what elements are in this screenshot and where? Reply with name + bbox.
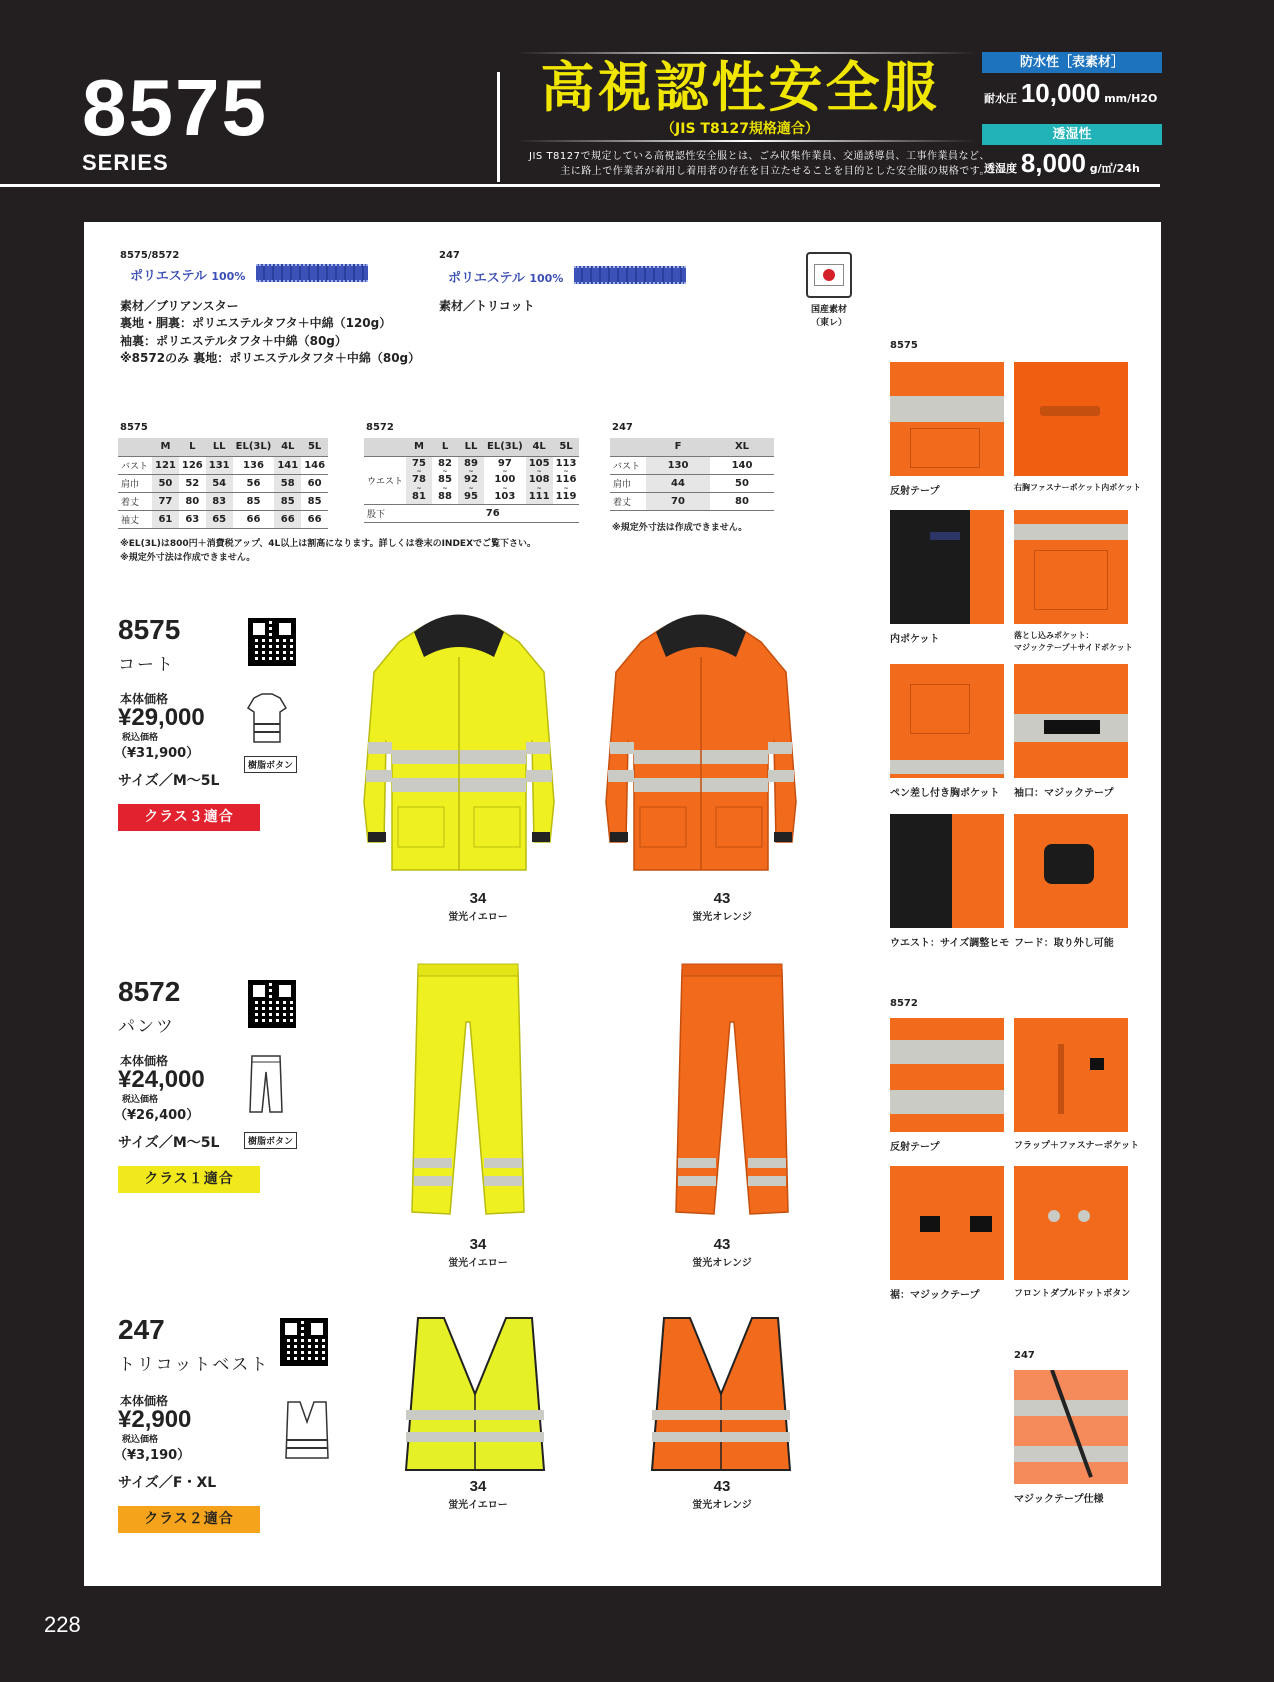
detail-caption: 内ポケット xyxy=(890,634,940,645)
table-header-cell: L xyxy=(179,438,206,456)
product-name: コート xyxy=(118,655,175,675)
waterproof-unit: mm/H2O xyxy=(1104,92,1158,105)
table-cell: 130 xyxy=(646,456,710,474)
size-range: サイズ／M〜5L xyxy=(118,773,220,789)
detail-photo-cuff xyxy=(1014,664,1128,778)
color-code: 43 xyxy=(713,1478,731,1495)
table-cell: ウエスト xyxy=(364,456,406,505)
table-value: 119 xyxy=(555,490,577,502)
price-label: 本体価格 xyxy=(120,692,169,706)
table-cell: 66 xyxy=(274,510,301,528)
table-value: 88 xyxy=(438,490,452,502)
table-cell xyxy=(458,456,484,505)
table-header-row xyxy=(118,438,328,456)
table-row xyxy=(610,456,774,474)
table-cell: 121 xyxy=(152,456,179,474)
table-header-cell: LL xyxy=(206,438,233,456)
jis-label: （JIS T8127規格適合） xyxy=(661,121,819,137)
table-cell: 126 xyxy=(179,456,206,474)
qr-code-icon[interactable] xyxy=(248,980,296,1028)
table-header-cell: F xyxy=(646,438,710,456)
detail-photo-reflective xyxy=(890,362,1004,476)
color-name: 蛍光イエロー xyxy=(448,912,508,923)
table-cell: バスト xyxy=(118,456,152,474)
color-code: 34 xyxy=(469,890,487,907)
coat-orange-image xyxy=(596,602,806,882)
table-cell: 85 xyxy=(274,492,301,510)
table-value: 89 xyxy=(464,457,478,469)
color-name: 蛍光イエロー xyxy=(448,1500,508,1511)
detail-photo-front-buttons xyxy=(1014,1166,1128,1280)
table-value: 116 xyxy=(555,474,577,485)
jis-description xyxy=(500,150,990,179)
table-header-cell: 5L xyxy=(553,438,580,456)
table-row xyxy=(610,474,774,492)
table-header-cell xyxy=(364,438,406,456)
table-value: 111 xyxy=(528,490,550,502)
table-header-cell: 5L xyxy=(301,438,328,456)
fabric-name: ポリエステル xyxy=(448,271,525,286)
fabric-label-left xyxy=(130,265,245,284)
size-note-1: ※EL(3L)は800円＋消費税アップ、4L以上は割高になります。詳しくは巻末のINDEXでご覧下さい。 xyxy=(120,539,537,549)
table-header-row xyxy=(364,438,579,456)
waterproof-label: 耐水圧 xyxy=(984,92,1017,105)
table-cell: 141 xyxy=(274,456,301,474)
table-cell: 140 xyxy=(710,456,774,474)
range-tilde: ~ xyxy=(416,484,422,492)
size-range: サイズ／M〜5L xyxy=(118,1135,220,1151)
detail-caption: フラップ＋ファスナーポケット xyxy=(1014,1141,1140,1151)
range-tilde: ~ xyxy=(502,484,508,492)
table-cell: 85 xyxy=(301,492,328,510)
tax-label: 税込価格 xyxy=(122,733,159,743)
table-cell: 60 xyxy=(301,474,328,492)
fabric-bar-right xyxy=(574,266,686,284)
table-cell: 56 xyxy=(233,474,275,492)
table-cell: 66 xyxy=(233,510,275,528)
fabric-label-right xyxy=(448,267,563,286)
domestic-line-2: （東レ） xyxy=(810,318,847,328)
waterproof-value-row xyxy=(984,78,1157,109)
table-cell: 股下 xyxy=(364,505,406,523)
main-title: 高視認性安全服 xyxy=(540,56,940,119)
material-details-right: 素材／トリコット xyxy=(439,299,535,313)
table-header-cell: XL xyxy=(710,438,774,456)
table-cell: 50 xyxy=(710,474,774,492)
table-value: 78 xyxy=(412,474,426,485)
detail-group-8572: 8572 xyxy=(890,998,918,1009)
table-cell: 80 xyxy=(710,492,774,510)
table-value: 100 xyxy=(494,474,516,485)
color-name: 蛍光オレンジ xyxy=(692,912,752,923)
breathability-label: 透湿度 xyxy=(984,162,1017,175)
price: ¥2,900 xyxy=(118,1406,192,1433)
material-line: 素材／ブリアンスター xyxy=(120,299,239,313)
color-code: 34 xyxy=(469,1478,487,1495)
table-value: 81 xyxy=(412,490,426,502)
detail-photo-waist-cord xyxy=(890,814,1004,928)
table-header-cell: 4L xyxy=(274,438,301,456)
price-label: 本体価格 xyxy=(120,1054,169,1068)
tax-price: （¥26,400） xyxy=(114,1108,200,1123)
material-details-left xyxy=(120,298,420,368)
size-note-2: ※規定外寸法は作成できません。 xyxy=(120,553,256,563)
domestic-material-label xyxy=(796,302,862,328)
domestic-line-1: 国産素材 xyxy=(810,305,847,315)
tax-label: 税込価格 xyxy=(122,1095,159,1105)
material-codes-left: 8575/8572 xyxy=(120,250,180,261)
range-tilde: ~ xyxy=(416,468,422,475)
pants-orange-image xyxy=(674,962,790,1232)
class-badge: クラス１適合 xyxy=(118,1166,260,1193)
range-tilde: ~ xyxy=(563,484,569,492)
product-name: パンツ xyxy=(118,1017,175,1037)
detail-group-8575: 8575 xyxy=(890,340,918,351)
catalog-panel xyxy=(84,222,1161,1586)
product-code: 247 xyxy=(118,1314,165,1345)
table-cell xyxy=(432,456,458,505)
series-number: 8575 xyxy=(82,63,268,152)
jis-desc-line-2: 主に路上で作業者が着用し着用者の存在を目立たせることを目的とした安全服の規格です。 xyxy=(560,165,990,177)
vest-sketch-icon xyxy=(284,1398,330,1462)
waterproof-value: 10,000 xyxy=(1020,78,1101,108)
table-value: 75 xyxy=(412,457,426,469)
table-row xyxy=(610,492,774,510)
table-value: 103 xyxy=(494,490,516,502)
table-cell: 131 xyxy=(206,456,233,474)
pants-yellow-image xyxy=(410,962,526,1232)
table-cell: 44 xyxy=(646,474,710,492)
product-name: トリコットベスト xyxy=(118,1355,270,1375)
detail-photo-hood xyxy=(1014,814,1128,928)
detail-caption: 落とし込みポケット： xyxy=(1014,631,1094,640)
resin-button-tag: 樹脂ボタン xyxy=(244,1132,297,1149)
table-value: 108 xyxy=(528,474,550,485)
table-cell: 58 xyxy=(274,474,301,492)
range-tilde: ~ xyxy=(442,468,448,475)
class-badge: クラス２適合 xyxy=(118,1506,260,1533)
size-range: サイズ／F・XL xyxy=(118,1475,217,1491)
table-header-cell: L xyxy=(432,438,458,456)
title-rule-bottom xyxy=(516,140,976,142)
detail-caption: マジックテープ＋サイドポケット xyxy=(1014,643,1133,652)
vest-orange-image xyxy=(650,1314,792,1474)
range-tilde: ~ xyxy=(502,468,508,475)
material-line: ※8572のみ 裏地：ポリエステルタフタ＋中綿（80g） xyxy=(120,351,421,366)
fabric-name: ポリエステル xyxy=(130,269,207,284)
detail-caption: フロントダブルドットボタン xyxy=(1014,1289,1131,1299)
range-tilde: ~ xyxy=(536,468,542,475)
size-table-8572 xyxy=(364,438,579,523)
title-rule-top xyxy=(516,52,976,54)
class-badge: クラス３適合 xyxy=(118,804,260,831)
table-cell: 54 xyxy=(206,474,233,492)
table-header-cell: LL xyxy=(458,438,484,456)
fabric-pct: 100% xyxy=(529,272,564,285)
table-cell: 65 xyxy=(206,510,233,528)
table-value: 85 xyxy=(438,474,452,485)
detail-photo-reflective-pants xyxy=(890,1018,1004,1132)
detail-photo-inner-pocket xyxy=(890,510,1004,624)
table-header-cell: M xyxy=(406,438,432,456)
detail-caption: 反射テープ xyxy=(890,1142,940,1153)
table-value: 92 xyxy=(464,474,478,485)
qr-code-icon[interactable] xyxy=(280,1318,328,1366)
color-name: 蛍光オレンジ xyxy=(692,1500,752,1511)
detail-photo-vest-velcro xyxy=(1014,1370,1128,1484)
table-cell: 83 xyxy=(206,492,233,510)
color-name: 蛍光イエロー xyxy=(448,1258,508,1269)
table-header-cell: EL(3L) xyxy=(484,438,526,456)
vest-yellow-image xyxy=(404,1314,546,1474)
size-table-8575 xyxy=(118,438,328,529)
material-line: 袖裏：ポリエステルタフタ＋中綿（80g） xyxy=(120,333,347,348)
range-tilde: ~ xyxy=(536,484,542,492)
table-cell: 70 xyxy=(646,492,710,510)
table-cell: 52 xyxy=(179,474,206,492)
product-code: 8572 xyxy=(118,976,181,1007)
table-cell xyxy=(526,456,553,505)
table-cell: 着丈 xyxy=(118,492,152,510)
table-value: 97 xyxy=(497,457,512,469)
table-cell: 77 xyxy=(152,492,179,510)
breathability-title: 透湿性 xyxy=(982,124,1162,145)
tax-label: 税込価格 xyxy=(122,1435,159,1445)
color-code: 34 xyxy=(469,1236,487,1253)
table-cell: 85 xyxy=(233,492,275,510)
table-cell: 肩巾 xyxy=(118,474,152,492)
detail-photo-hem xyxy=(890,1166,1004,1280)
table-value: 82 xyxy=(438,457,452,469)
range-tilde: ~ xyxy=(468,468,474,475)
detail-caption: 袖口：マジックテープ xyxy=(1014,788,1114,799)
series-label: SERIES xyxy=(82,150,169,175)
breathability-value-row xyxy=(984,148,1140,179)
table-header-cell xyxy=(118,438,152,456)
table-cell: 76 xyxy=(406,505,579,523)
table-cell: 146 xyxy=(301,456,328,474)
material-code-right: 247 xyxy=(439,250,460,261)
range-tilde: ~ xyxy=(563,468,569,475)
table-header-cell xyxy=(610,438,646,456)
range-tilde: ~ xyxy=(468,484,474,492)
table-value: 113 xyxy=(555,457,577,469)
detail-photo-chest-pocket xyxy=(1014,362,1128,476)
price: ¥29,000 xyxy=(118,704,205,731)
size-table-8575-code: 8575 xyxy=(120,422,148,433)
table-header-cell: 4L xyxy=(526,438,553,456)
size-table-247-code: 247 xyxy=(612,422,633,433)
coat-sketch-icon xyxy=(244,690,290,746)
color-name: 蛍光オレンジ xyxy=(692,1258,752,1269)
size-table-247 xyxy=(610,438,774,511)
detail-photo-flap-pocket xyxy=(1014,1018,1128,1132)
table-cell: 袖丈 xyxy=(118,510,152,528)
breathability-unit: g/㎡/24h xyxy=(1089,162,1140,175)
resin-button-tag: 樹脂ボタン xyxy=(244,756,297,773)
table-cell: 肩巾 xyxy=(610,474,646,492)
table-row xyxy=(364,505,579,523)
fabric-bar-left xyxy=(256,264,368,282)
breathability-value: 8,000 xyxy=(1020,148,1086,178)
table-cell: 80 xyxy=(179,492,206,510)
table-row xyxy=(118,474,328,492)
size-note-247: ※規定外寸法は作成できません。 xyxy=(612,523,748,533)
detail-photo-pen-pocket xyxy=(890,664,1004,778)
table-row xyxy=(364,456,579,505)
table-cell: 50 xyxy=(152,474,179,492)
table-cell: 61 xyxy=(152,510,179,528)
table-cell: バスト xyxy=(610,456,646,474)
table-row xyxy=(118,510,328,528)
table-header-cell: EL(3L) xyxy=(233,438,275,456)
fabric-pct: 100% xyxy=(211,270,246,283)
qr-code-icon[interactable] xyxy=(248,618,296,666)
jis-desc-line-1: JIS T8127で規定している高視認性安全服とは、ごみ収集作業員、交通誘導員、工事作業員など、 xyxy=(529,151,990,162)
page-number: 228 xyxy=(44,1612,81,1637)
waterproof-title: 防水性［表素材］ xyxy=(982,52,1162,73)
tax-price: （¥31,900） xyxy=(114,746,200,761)
detail-caption: 裾：マジックテープ xyxy=(890,1290,980,1301)
color-code: 43 xyxy=(713,1236,731,1253)
price-label: 本体価格 xyxy=(120,1394,169,1408)
table-cell: 66 xyxy=(301,510,328,528)
table-value: 95 xyxy=(464,490,478,502)
table-header-cell: M xyxy=(152,438,179,456)
japan-flag-icon xyxy=(806,252,852,298)
table-cell xyxy=(406,456,432,505)
table-row xyxy=(118,456,328,474)
table-cell xyxy=(553,456,580,505)
detail-caption: ペン差し付き胸ポケット xyxy=(890,788,1000,799)
table-cell: 63 xyxy=(179,510,206,528)
detail-caption: 右胸ファスナーポケット内ポケット xyxy=(1014,483,1141,492)
price: ¥24,000 xyxy=(118,1066,205,1093)
detail-caption: マジックテープ仕様 xyxy=(1014,1494,1104,1505)
detail-photo-drop-pocket xyxy=(1014,510,1128,624)
table-value: 105 xyxy=(528,457,550,469)
color-code: 43 xyxy=(713,890,731,907)
table-cell xyxy=(484,456,526,505)
detail-caption: フード：取り外し可能 xyxy=(1014,938,1114,949)
detail-group-247: 247 xyxy=(1014,1350,1035,1361)
table-header-row xyxy=(610,438,774,456)
table-cell: 着丈 xyxy=(610,492,646,510)
table-row xyxy=(118,492,328,510)
coat-yellow-image xyxy=(354,602,564,882)
detail-caption: 反射テープ xyxy=(890,486,940,497)
range-tilde: ~ xyxy=(442,484,448,492)
product-code: 8575 xyxy=(118,614,181,645)
header-divider xyxy=(0,184,1160,187)
table-cell: 136 xyxy=(233,456,275,474)
detail-caption: ウエスト：サイズ調整ヒモ xyxy=(890,938,1010,949)
tax-price: （¥3,190） xyxy=(114,1448,191,1463)
size-table-8572-code: 8572 xyxy=(366,422,394,433)
material-line: 裏地・胴裏：ポリエステルタフタ＋中綿（120g） xyxy=(120,316,392,331)
pants-sketch-icon xyxy=(248,1054,284,1114)
